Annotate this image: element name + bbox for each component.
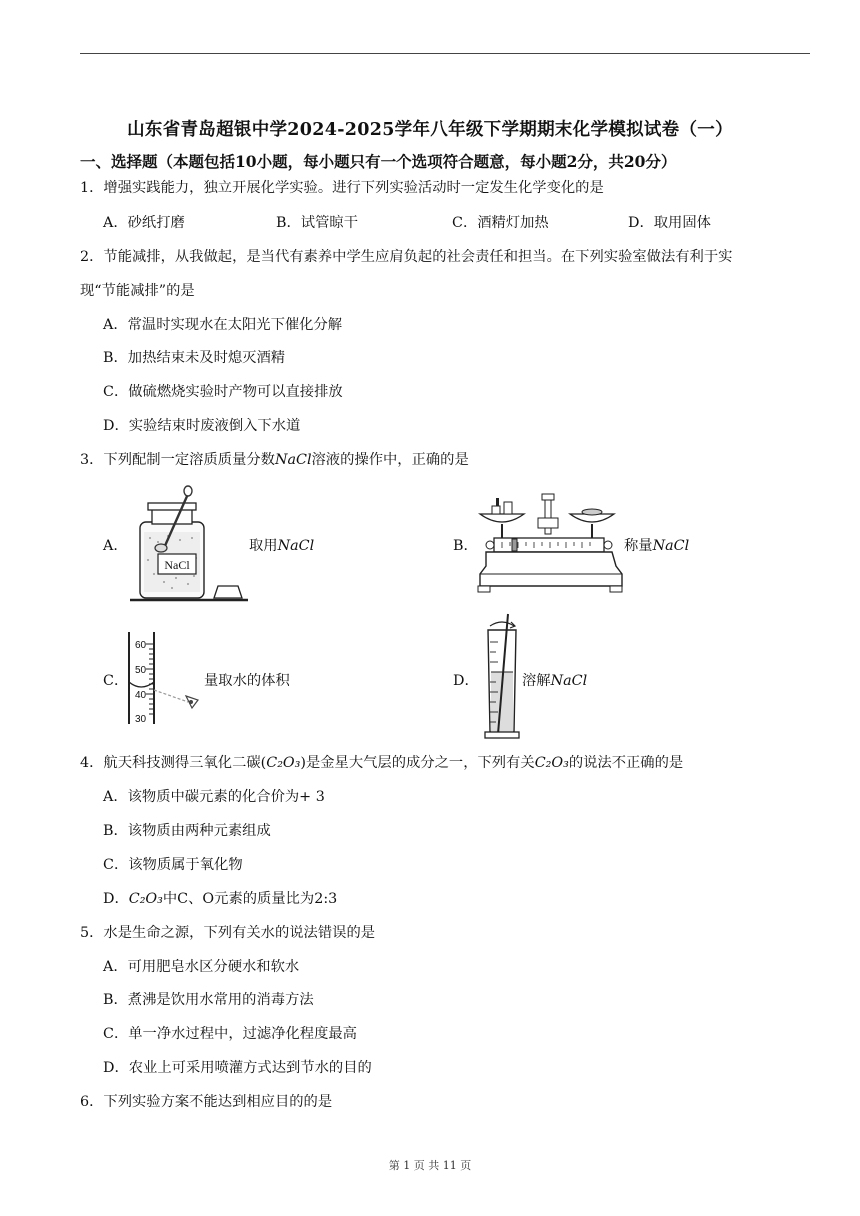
q3-option-d-caption: 溶解NaCl — [522, 673, 588, 689]
q1-option-b: B．试管晾干 — [276, 215, 358, 231]
q3-option-c-letter: C． — [103, 673, 129, 689]
q2-option-a: A．常温时实现水在太阳光下催化分解 — [103, 317, 343, 333]
balance-scale-figure — [476, 490, 626, 600]
q2-option-d: D．实验结束时废液倒入下水道 — [103, 418, 301, 434]
cylinder-tick-30: 30 — [135, 714, 147, 725]
q3-option-d-letter: D． — [453, 673, 479, 689]
q3-option-b-caption: 称量NaCl — [624, 538, 690, 554]
question-2-stem-line1: 2．节能减排，从我做起，是当代有素养中学生应肩负起的社会责任和担当。在下列实验室做法有利于实 — [80, 249, 733, 265]
page-title: 山东省青岛超银中学2024-2025学年八年级下学期期末化学模拟试卷（一） — [127, 120, 733, 140]
question-5-stem: 5．水是生命之源，下列有关水的说法错误的是 — [80, 925, 376, 941]
q3-option-b-letter: B． — [453, 538, 478, 554]
q4-option-a: A．该物质中碳元素的化合价为+ 3 — [103, 789, 325, 805]
reagent-jar-figure — [128, 484, 250, 604]
q1-option-a: A．砂纸打磨 — [103, 215, 185, 231]
cylinder-tick-60: 60 — [135, 640, 147, 651]
q3-option-a-letter: A． — [103, 538, 128, 554]
q3-option-a-caption: 取用NaCl — [249, 538, 315, 554]
q5-option-a: A．可用肥皂水区分硬水和软水 — [103, 959, 300, 975]
q4-option-b: B．该物质由两种元素组成 — [103, 823, 271, 839]
question-4-stem: 4．航天科技测得三氧化二碳(C₂O₃)是金星大气层的成分之一，下列有关C₂O₃的说法不正确的是 — [80, 755, 684, 771]
q3-option-c-caption: 量取水的体积 — [204, 673, 290, 689]
header-rule — [80, 53, 810, 54]
question-6-stem: 6．下列实验方案不能达到相应目的的是 — [80, 1094, 333, 1110]
q1-option-c: C．酒精灯加热 — [452, 215, 549, 231]
question-3-stem: 3．下列配制一定溶质质量分数NaCl溶液的操作中，正确的是 — [80, 452, 469, 468]
question-2-stem-line2: 现“节能减排”的是 — [80, 283, 195, 299]
q4-option-c: C．该物质属于氧化物 — [103, 857, 243, 873]
section-heading: 一、选择题（本题包括10小题，每小题只有一个选项符合题意，每小题2分，共20分） — [80, 152, 677, 171]
q5-option-b: B．煮沸是饮用水常用的消毒方法 — [103, 992, 314, 1008]
q4-option-d: D．C₂O₃中C、O元素的质量比为2:3 — [103, 891, 338, 907]
q2-option-c: C．做硫燃烧实验时产物可以直接排放 — [103, 384, 343, 400]
cylinder-tick-50: 50 — [135, 665, 147, 676]
q5-option-c: C．单一净水过程中，过滤净化程度最高 — [103, 1026, 357, 1042]
graduated-cylinder-reading-figure — [124, 630, 214, 730]
cylinder-tick-40: 40 — [135, 690, 147, 701]
q1-option-d: D．取用固体 — [628, 215, 711, 231]
page-footer: 第 1 页 共 11 页 — [388, 1159, 472, 1172]
q5-option-d: D．农业上可采用喷灌方式达到节水的目的 — [103, 1060, 372, 1076]
jar-label: NaCl — [164, 558, 190, 572]
q2-option-b: B．加热结束未及时熄灭酒精 — [103, 350, 286, 366]
cylinder-stirring-figure — [480, 612, 524, 744]
question-1-stem: 1．增强实践能力，独立开展化学实验。进行下列实验活动时一定发生化学变化的是 — [80, 180, 604, 196]
